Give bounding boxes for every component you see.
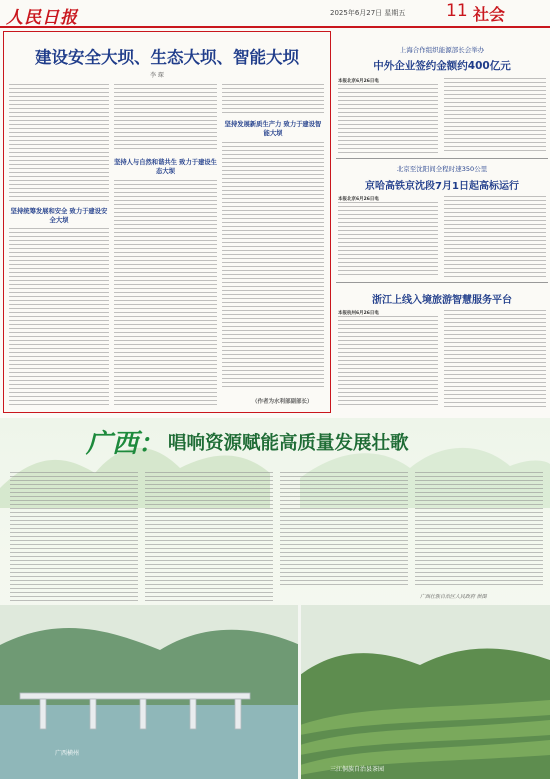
lead-author-note: （作者为水利部副部长） [252, 399, 313, 405]
sco-text-col1 [338, 84, 438, 154]
divider [336, 282, 548, 283]
gx-text-col4 [415, 472, 543, 587]
lead-text-col1-a [9, 84, 109, 204]
bridge-photo [0, 605, 550, 779]
sco-text-col2 [444, 78, 546, 154]
gx-photo-caption-left: 广西横州 [55, 750, 80, 757]
lead-subhead-3: 坚持发展新质生产力 致力于建设智能大坝 [224, 121, 322, 137]
page-number: 11 [446, 1, 468, 21]
zj-text-col1 [338, 316, 438, 408]
sco-headline: 中外企业签约金额约400亿元 [373, 60, 511, 72]
gx-text-col3 [280, 472, 408, 587]
lead-text-col2-b [114, 180, 217, 406]
lead-headline: 建设安全大坝、生态大坝、智能大坝 [35, 48, 299, 67]
gx-text-col2 [145, 472, 273, 602]
rail-dateline: 本报北京6月26日电 [338, 197, 379, 202]
rail-text-col2 [444, 196, 546, 277]
lead-byline: 李 琛 [150, 72, 164, 79]
divider [336, 158, 548, 159]
lead-text-col3-b [222, 142, 324, 390]
sco-dateline: 本报北京6月26日电 [338, 79, 379, 84]
newspaper-logo: 人民日报 [6, 8, 78, 28]
rail-kicker: 北京至沈阳间全程时速350公里 [396, 165, 488, 173]
gx-photo-caption-right: 三江侗族自治县茶园 [330, 766, 385, 773]
lead-text-col2-a [114, 84, 217, 149]
lead-text-col1-b [9, 228, 109, 406]
zj-headline: 浙江上线入境旅游智慧服务平台 [372, 295, 512, 306]
lead-subhead-1: 坚持统筹发展和安全 致力于建设安全大坝 [10, 208, 108, 224]
rail-text-col1 [338, 202, 438, 277]
zj-dateline: 本报杭州6月26日电 [338, 311, 379, 316]
rail-headline: 京哈高铁京沈段7月1日起高标运行 [365, 181, 519, 192]
gx-photo-credit: 广西壮族自治区人民政府 供图 [420, 594, 487, 600]
sco-kicker: 上海合作组织能源部长会举办 [399, 46, 485, 54]
gx-text-col1 [10, 472, 138, 602]
guangxi-headline: 唱响资源赋能高质量发展壮歌 [168, 433, 409, 454]
lead-subhead-2: 坚持人与自然和谐共生 致力于建设生态大坝 [114, 159, 217, 175]
section-name: 社会 [473, 5, 506, 24]
guangxi-headline-prefix: 广西： [86, 429, 165, 459]
lead-text-col3-a [222, 84, 324, 114]
zj-text-col2 [444, 310, 546, 408]
issue-date: 2025年6月27日 星期五 [330, 9, 406, 17]
